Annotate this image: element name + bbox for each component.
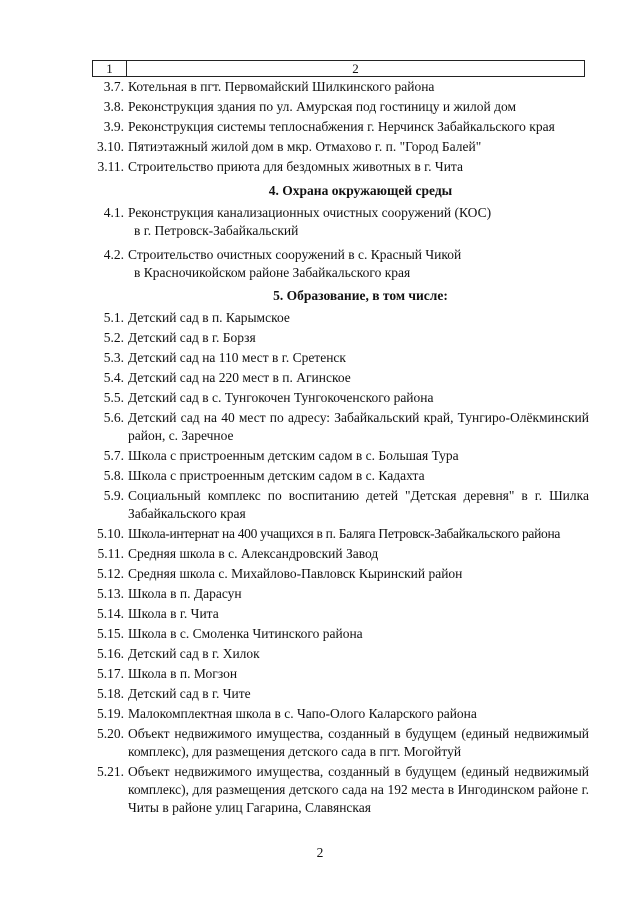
- list-item: [92, 605, 589, 623]
- page-number: 2: [316, 845, 324, 860]
- item-number: 4.2.: [103, 247, 124, 262]
- list-item: [92, 246, 589, 282]
- item-text: Средняя школа с. Михайлово-Павловск Кыринский район: [128, 566, 463, 581]
- list-item: [92, 525, 589, 543]
- item-text: Реконструкция здания по ул. Амурская под гостиницу и жилой дом: [128, 99, 517, 114]
- list-item: [92, 309, 589, 327]
- item-text: Объект недвижимого имущества, созданный в будущем (единый недвижимый комплекс), для размещения детского сада в пгт. Могойтуй: [128, 726, 589, 759]
- item-number: 5.6.: [103, 410, 124, 425]
- item-number: 3.10.: [97, 139, 124, 154]
- item-text: Котельная в пгт. Первомайский Шилкинского района: [128, 79, 435, 94]
- column-2-header: 2: [352, 61, 359, 76]
- list-item: [92, 625, 589, 643]
- item-number: 5.19.: [97, 706, 124, 721]
- item-number: 5.12.: [97, 566, 124, 581]
- item-text: Малокомплектная школа в с. Чапо-Олого Каларского района: [128, 706, 477, 721]
- list-item: [92, 98, 589, 116]
- list-item: [92, 685, 589, 703]
- item-text: Детский сад на 220 мест в п. Агинское: [128, 370, 351, 385]
- item-text: Детский сад в г. Чите: [128, 686, 251, 701]
- item-number: 5.13.: [97, 586, 124, 601]
- document-list: [92, 78, 589, 817]
- column-1-header: 1: [93, 61, 127, 76]
- item-number: 5.4.: [103, 370, 124, 385]
- item-text: Средняя школа в с. Александровский Завод: [128, 546, 379, 561]
- list-item: [92, 78, 589, 96]
- item-text: Детский сад на 110 мест в г. Сретенск: [128, 350, 346, 365]
- list-item: [92, 329, 589, 347]
- item-number: 5.9.: [103, 488, 124, 503]
- item-text: Реконструкция канализационных очистных сооружений (КОС): [128, 205, 492, 220]
- list-item: [92, 665, 589, 683]
- item-text: Детский сад в г. Борзя: [128, 330, 256, 345]
- list-item: [92, 545, 589, 563]
- list-item: [92, 158, 589, 176]
- item-number: 5.1.: [103, 310, 124, 325]
- list-item: [92, 118, 589, 136]
- item-text: Школа с пристроенным детским садом в с. Большая Тура: [128, 448, 459, 463]
- item-text: Строительство очистных сооружений в с. Красный Чикой: [128, 247, 462, 262]
- item-number: 3.7.: [103, 79, 124, 94]
- item-number: 4.1.: [103, 205, 124, 220]
- item-number: 5.8.: [103, 468, 124, 483]
- item-number: 3.9.: [103, 119, 124, 134]
- item-text: Социальный комплекс по воспитанию детей "Детская деревня" в г. Шилка Забайкальского края: [128, 488, 589, 521]
- item-text: Школа в с. Смоленка Читинского района: [128, 626, 363, 641]
- list-item: [92, 763, 589, 817]
- item-number: 5.3.: [103, 350, 124, 365]
- list-item: [92, 487, 589, 523]
- item-number: 5.15.: [97, 626, 124, 641]
- item-text: Детский сад в п. Карымское: [128, 310, 290, 325]
- list-item: [92, 725, 589, 761]
- list-item: [92, 645, 589, 663]
- section-heading: 4. Охрана окружающей среды: [268, 183, 453, 198]
- list-item: [92, 204, 589, 240]
- item-number: 3.11.: [97, 159, 124, 174]
- item-text-continued: в Красночикойском районе Забайкальского края: [134, 265, 411, 280]
- list-item: [92, 705, 589, 723]
- item-text: Детский сад в г. Хилок: [128, 646, 260, 661]
- list-item: [92, 467, 589, 485]
- list-item: [92, 565, 589, 583]
- item-text: Детский сад в с. Тунгокочен Тунгокоченского района: [128, 390, 434, 405]
- item-text: Строительство приюта для бездомных животных в г. Чита: [128, 159, 463, 174]
- item-text: Школа в п. Дарасун: [128, 586, 242, 601]
- list-item: [92, 447, 589, 465]
- item-number: 5.7.: [103, 448, 124, 463]
- item-number: 5.14.: [97, 606, 124, 621]
- item-text: Школа в п. Могзон: [128, 666, 238, 681]
- item-number: 5.17.: [97, 666, 124, 681]
- item-number: 5.16.: [97, 646, 124, 661]
- table-header: [92, 60, 585, 77]
- item-number: 5.10.: [97, 526, 124, 541]
- list-item: [92, 138, 589, 156]
- item-number: 5.2.: [103, 330, 124, 345]
- item-number: 5.20.: [97, 726, 124, 741]
- item-text: Реконструкция системы теплоснабжения г. Нерчинск Забайкальского края: [128, 119, 555, 134]
- item-text: Объект недвижимого имущества, созданный в будущем (единый недвижимый комплекс), для размещения детского сада на 192 места в Ингодинском районе г. Читы в районе улиц Гагарина, Славянская: [128, 764, 589, 815]
- list-item: [92, 349, 589, 367]
- item-text: Пятиэтажный жилой дом в мкр. Отмахово г. п. "Город Балей": [128, 139, 482, 154]
- item-text-continued: в г. Петровск-Забайкальский: [134, 223, 299, 238]
- item-number: 5.21.: [97, 764, 124, 779]
- item-text: Школа-интернат на 400 учащихся в п. Баляга Петровск-Забайкальского района: [128, 526, 561, 541]
- item-number: 5.18.: [97, 686, 124, 701]
- item-text: Детский сад на 40 мест по адресу: Забайкальский край, Тунгиро-Олёкминский район, с. Заречное: [128, 410, 589, 443]
- item-number: 5.11.: [97, 546, 124, 561]
- section-heading: 5. Образование, в том числе:: [273, 288, 448, 303]
- item-text: Школа с пристроенным детским садом в с. Кадахта: [128, 468, 425, 483]
- item-text: Школа в г. Чита: [128, 606, 219, 621]
- list-item: [92, 409, 589, 445]
- item-number: 5.5.: [103, 390, 124, 405]
- list-item: [92, 389, 589, 407]
- item-number: 3.8.: [103, 99, 124, 114]
- list-item: [92, 369, 589, 387]
- list-item: [92, 585, 589, 603]
